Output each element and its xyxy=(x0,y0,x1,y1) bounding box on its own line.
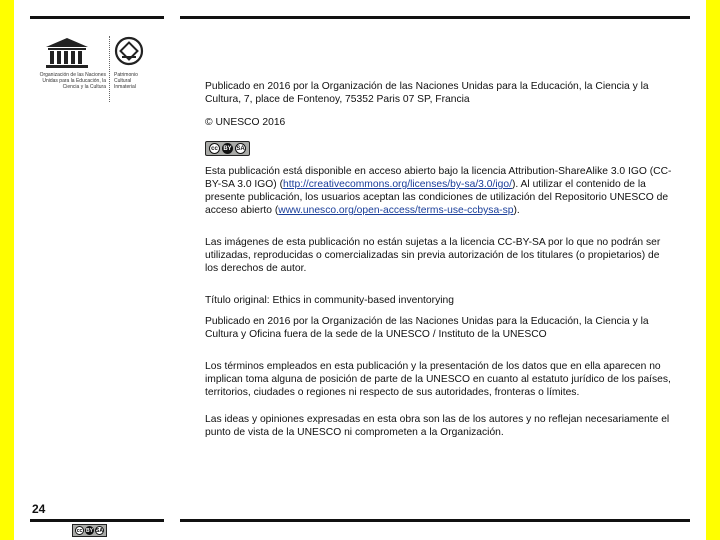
unesco-terms-link[interactable]: www.unesco.org/open-access/terms-use-ccbysa-sp xyxy=(278,205,514,216)
cc-icon: cc xyxy=(209,143,220,154)
top-rule-left xyxy=(30,16,164,19)
sa-icon: SA xyxy=(235,143,246,154)
publication-statement: Publicado en 2016 por la Organización de las Naciones Unidas para la Educación, la Ciencia y la Cultura, 7, place de Fontenoy, 75352 Paris 07 SP, Francia xyxy=(205,81,649,105)
by-icon: BY xyxy=(222,143,233,154)
logo-divider xyxy=(109,36,111,102)
cc-license-link[interactable]: http://creativecommons.org/licenses/by-sa/3.0/igo/ xyxy=(283,179,512,190)
footer-by-icon: BY xyxy=(86,528,93,534)
page-number: 24 xyxy=(32,502,46,516)
bottom-rule-right xyxy=(180,519,690,522)
imprint-content xyxy=(205,80,675,439)
original-title: Título original: Ethics in community-based inventorying xyxy=(205,295,454,306)
footer-sa-icon: SA xyxy=(96,528,103,534)
unesco-temple-logo xyxy=(42,36,92,70)
unesco-org-name: Organización de las Naciones Unidas para la Educación, la Ciencia y la Cultura xyxy=(39,72,106,90)
disclaimer-opinions: Las ideas y opiniones expresadas en esta obra son las de los autores y no reflejan necesariamente el punto de vista de la UNESCO ni comprometen a la Organización. xyxy=(205,414,670,438)
top-rule-right xyxy=(180,16,690,19)
footer-cc-icon: cc xyxy=(76,528,83,534)
ich-name: Patrimonio Cultural Inmaterial xyxy=(114,72,138,90)
co-publication-statement: Publicado en 2016 por la Organización de las Naciones Unidas para la Educación, la Ciencia y la Cultura y Oficina fuera de la sede de la UNESCO / Instituto de la UNESCO xyxy=(205,316,649,340)
footer-cc-badge xyxy=(72,524,107,537)
document-page xyxy=(14,0,706,540)
bottom-rule-left xyxy=(30,519,164,522)
disclaimer-terms: Los términos empleados en esta publicación y la presentación de los datos que en ella aparecen no implican toma alguna de posición de parte de la UNESCO en cuanto al estatuto jurídico de los países, territorios, ciudades o regiones ni respecto de sus autoridades, fronteras o límites. xyxy=(205,361,671,398)
license-statement: Esta publicación está disponible en acceso abierto bajo la licencia Attribution-ShareAlike 3.0 IGO (CC-BY-SA 3.0 IGO) (http://creativecommons.org/licenses/by-sa/3.0/igo/). Al utilizar el contenido de la presente publicación, los usuarios aceptan las condiciones de utilización del Repositorio UNESCO de acceso abierto (www.unesco.org/open-access/terms-use-ccbysa-sp). xyxy=(205,166,672,216)
images-notice: Las imágenes de esta publicación no están sujetas a la licencia CC-BY-SA por lo que no podrán ser utilizadas, reproducidas o comercializadas sin previa autorización de los titulares (o propietarios) de los derechos de autor. xyxy=(205,237,661,274)
copyright-line: © UNESCO 2016 xyxy=(205,117,286,128)
ich-emblem-logo xyxy=(114,36,144,68)
cc-license-badge xyxy=(205,141,675,156)
unesco-logo-block xyxy=(34,36,144,106)
